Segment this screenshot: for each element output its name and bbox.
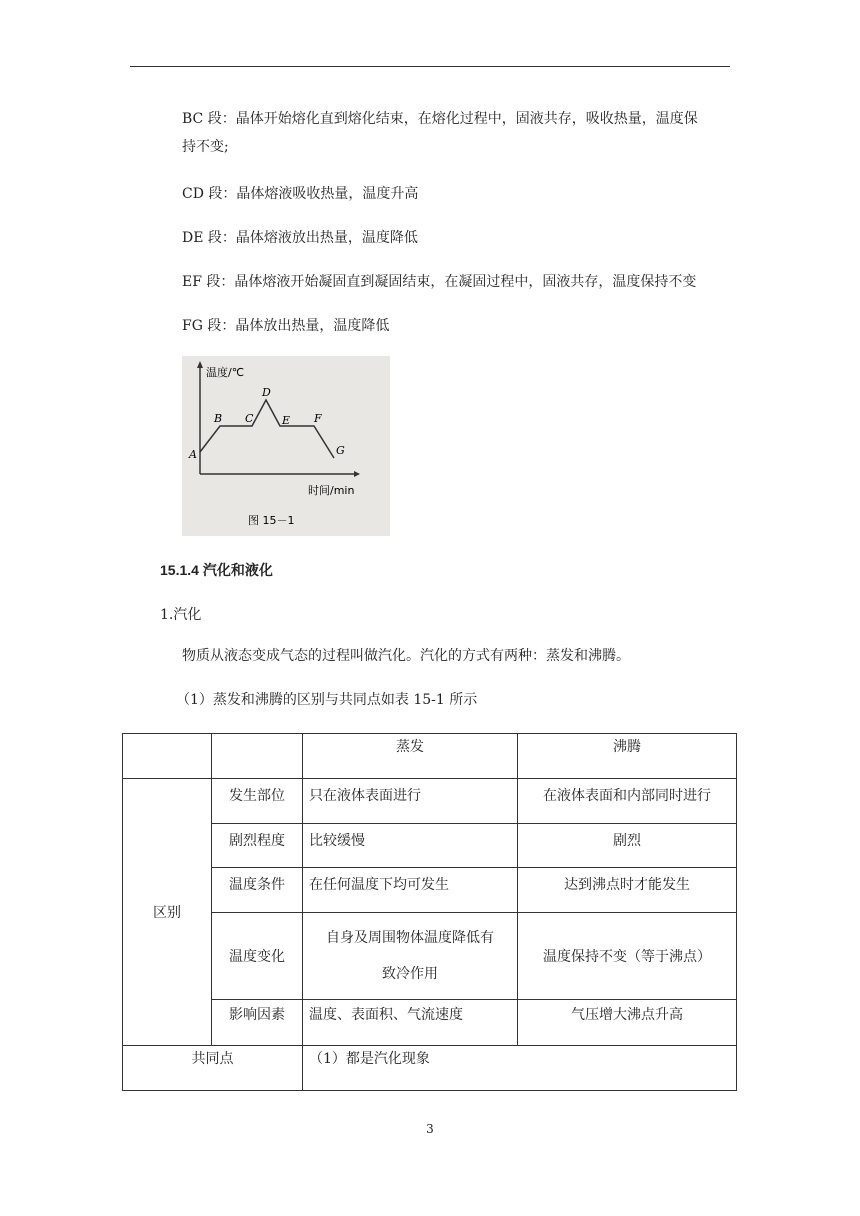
header-empty-2 bbox=[212, 734, 303, 779]
cell-evaporation: 在任何温度下均可发生 bbox=[303, 868, 518, 913]
section-heading: 15.1.4 汽化和液化 bbox=[160, 562, 273, 578]
intro-paragraph: 物质从液态变成气态的过程叫做汽化。汽化的方式有两种：蒸发和沸腾。 bbox=[182, 648, 630, 664]
subsection-title: 1.汽化 bbox=[160, 607, 202, 623]
point-label-d: D bbox=[262, 386, 271, 399]
paragraph-bc-line2: 持不变; bbox=[182, 139, 229, 155]
cell-boiling: 温度保持不变（等于沸点） bbox=[518, 913, 737, 1000]
cell-evaporation bbox=[303, 913, 518, 1000]
cell-evaporation: 比较缓慢 bbox=[303, 824, 518, 868]
table-row bbox=[123, 824, 737, 868]
point-label-f: F bbox=[314, 412, 322, 425]
paragraph-ef: EF 段：晶体熔液开始凝固直到凝固结束，在凝固过程中，固液共存，温度保持不变 bbox=[182, 274, 697, 290]
point-label-b: B bbox=[214, 412, 223, 425]
header-evaporation: 蒸发 bbox=[303, 734, 518, 779]
cell-boiling: 达到沸点时才能发生 bbox=[518, 868, 737, 913]
table-row-common bbox=[123, 1046, 737, 1091]
cell-boiling: 气压增大沸点升高 bbox=[518, 1000, 737, 1046]
cell-evaporation-line1: 自身及周围物体温度降低有 bbox=[326, 930, 494, 946]
paragraph-cd: CD 段：晶体熔液吸收热量，温度升高 bbox=[182, 186, 419, 202]
table-row bbox=[123, 868, 737, 913]
row-label: 影响因素 bbox=[212, 1000, 303, 1046]
point-label-a: A bbox=[189, 448, 197, 461]
paragraph-fg: FG 段：晶体放出热量，温度降低 bbox=[182, 318, 390, 334]
cell-evaporation-line2: 致冷作用 bbox=[382, 966, 438, 982]
table-row bbox=[123, 913, 737, 1000]
y-axis-arrow bbox=[197, 361, 203, 368]
point-label-e: E bbox=[282, 414, 291, 427]
paragraph-de: DE 段：晶体熔液放出热量，温度降低 bbox=[182, 230, 418, 246]
group-label-difference: 区别 bbox=[123, 779, 212, 1046]
row-label: 温度条件 bbox=[212, 868, 303, 913]
figure-melting-curve bbox=[182, 356, 390, 536]
page-number: 3 bbox=[426, 1122, 434, 1136]
cell-boiling: 在液体表面和内部同时进行 bbox=[518, 779, 737, 824]
figure-caption: 图 15－1 bbox=[248, 514, 295, 527]
melting-curve-graphic bbox=[182, 356, 390, 536]
y-axis-label: 温度/℃ bbox=[206, 366, 245, 379]
common-label: 共同点 bbox=[123, 1046, 303, 1091]
row-label: 温度变化 bbox=[212, 913, 303, 1000]
paragraph-bc bbox=[182, 105, 742, 161]
x-axis-arrow bbox=[354, 471, 360, 477]
point-label-c: C bbox=[245, 412, 254, 425]
temperature-curve bbox=[200, 400, 334, 458]
row-label: 剧烈程度 bbox=[212, 824, 303, 868]
header-empty-1 bbox=[123, 734, 212, 779]
table-row bbox=[123, 1000, 737, 1046]
table-row bbox=[123, 779, 737, 824]
x-axis-label: 时间/min bbox=[308, 484, 355, 497]
cell-evaporation: 温度、表面积、气流速度 bbox=[303, 1000, 518, 1046]
header-rule bbox=[130, 66, 730, 67]
comparison-table bbox=[122, 733, 737, 1091]
cell-evaporation: 只在液体表面进行 bbox=[303, 779, 518, 824]
header-boiling: 沸腾 bbox=[518, 734, 737, 779]
point-label-g: G bbox=[336, 444, 345, 457]
paragraph-bc-line1: BC 段：晶体开始熔化直到熔化结束，在熔化过程中，固液共存，吸收热量，温度保 bbox=[182, 111, 698, 127]
common-value: （1）都是汽化现象 bbox=[303, 1046, 737, 1091]
table-header-row bbox=[123, 734, 737, 779]
cell-boiling: 剧烈 bbox=[518, 824, 737, 868]
table-intro: （1）蒸发和沸腾的区别与共同点如表 15-1 所示 bbox=[176, 692, 478, 708]
row-label: 发生部位 bbox=[212, 779, 303, 824]
